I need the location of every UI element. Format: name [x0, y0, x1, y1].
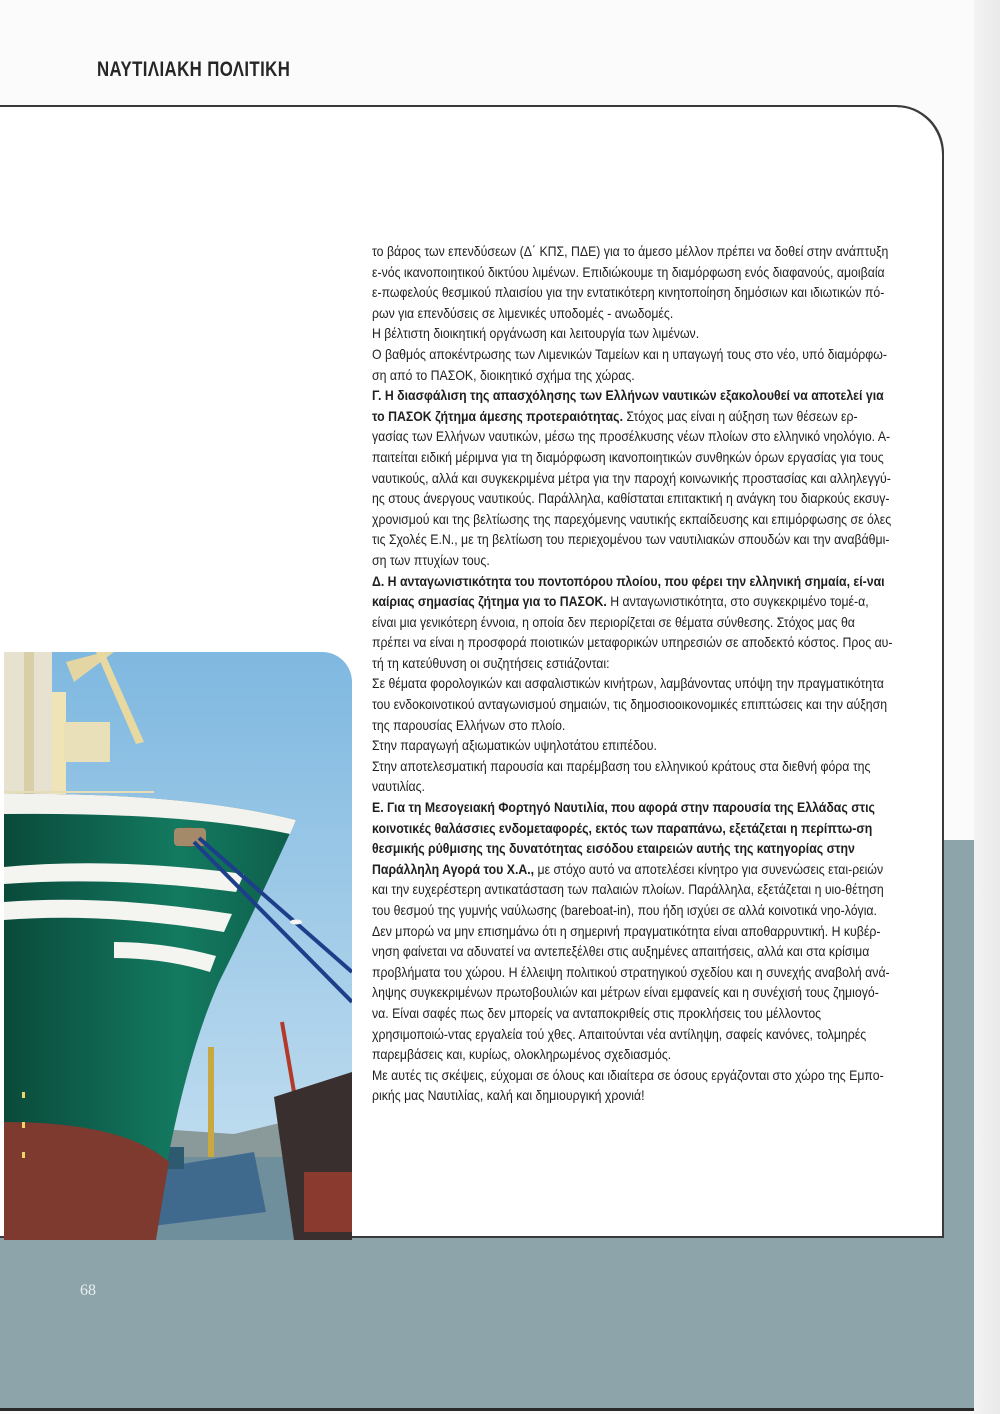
section-e-text: με στόχο αυτό να αποτελέσει κίνητρο για συνενώσεις εται-ρειών και την ευχερέστερη αντικατάσταση των παλαιών πλοίων. Παράλληλα, εξετάζεται η υιο-θέτηση του θεσμού της γυμνής ναύλωσης (bareboat-in), που ήδη ισχύει σε αλλά κοινοτικά νηο-λόγια. — [372, 861, 884, 918]
section-d-heading: Δ. Η ανταγωνιστικότητα του ποντοπόρου πλοίου, που φέρει την ελληνική σημαία, εί-ναι καίριας σημασίας ζήτημα για το ΠΑΣΟΚ. — [372, 573, 885, 610]
article-body — [372, 242, 893, 1107]
section-g-heading: Γ. Η διασφάλιση της απασχόλησης των Ελλήνων ναυτικών εξακολουθεί να αποτελεί για το ΠΑΣΟΚ ζήτημα άμεσης προτεραιότητας. — [372, 388, 884, 424]
list-item: Στην παραγωγή αξιωματικών υψηλοτάτου επιπέδου. — [372, 738, 657, 754]
panel-rounded-corner — [894, 105, 944, 155]
section-title: ΝΑΥΤΙΛΙΑΚΗ ΠΟΛΙΤΙΚΗ — [97, 58, 291, 81]
section-d — [372, 572, 893, 675]
paragraph: Με αυτές τις σκέψεις, εύχομαι σε όλους και ιδιαίτερα σε όσους εργάζονται στο χώρο της Εμπο-ρικής μας Ναυτιλίας, καλή και δημιουργική χρονιά! — [372, 1067, 884, 1104]
paragraph: Η βέλτιστη διοικητική οργάνωση και λειτουργία των λιμένων. — [372, 326, 700, 342]
paragraph: το βάρος των επενδύσεων (Δ΄ ΚΠΣ, ΠΔΕ) για το άμεσο μέλλον πρέπει να δοθεί στην ανάπτυξη ε-νός ικανοποιητικού δικτύου λιμένων. Επιδιώκουμε τη διαμόρφωση ενός διαφανούς, αμοιβαία ε-πωφελούς θεσμικού πλαισίου για την εντατικότερη κινητοποίηση δημόσιων και ιδιωτικών πό-ρων για επενδύσεις σε λιμενικές υποδομές - ανωδομές. — [372, 244, 889, 321]
section-g-text: Στόχος μας είναι η αύξηση των θέσεων ερ-γασίας των Ελλήνων ναυτικών, μέσω της προσέλκυσης νέων πλοίων στο ελληνικό νηολόγιο. Α-παιτείται ειδική μέριμνα για τη διαμόρφωση ικανοποιητικών συνθηκών όρων εργασίας για τους ναυτικούς, αλλά και συγκεκριμένα μέτρα για την παροχή κοινωνικής προστασίας και αλληλεγγύ-ης στους άνεργους ναυτικούς. Παράλληλα, καθίσταται επιτακτική η ανάγκη του διαρκούς εκσυγ-χρονισμού και της βελτίωσης της παρεχόμενης ναυτικής εκπαίδευσης και επιμόρφωσης σε όλες τις Σχολές Ε.Ν., με τη βελτίωση του περιεχομένου των ναυτιλιακών σπουδών και την αναβάθμι-ση των πτυχίων τους. — [372, 408, 892, 568]
bottom-rule — [0, 1408, 974, 1411]
list-item: Στην αποτελεσματική παρουσία και παρέμβαση του ελληνικού κράτους στα διεθνή φόρα της ναυτιλίας. — [372, 758, 871, 795]
paragraph: Δεν μπορώ να μην επισημάνω ότι η σημερινή πραγματικότητα είναι αποθαρρυντική. Η κυβέρ-νηση φαίνεται να αδυνατεί να αντεπεξέλθει στις αυξημένες απαιτήσεις, αλλά και στα κρίσιμα προβλήματα του χώρου. Η έλλειψη πολιτικού στρατηγικού σχεδίου και η συνεχής αναβολή ανά-ληψης συγκεκριμένων πρωτοβουλιών και μέτρων είναι εμφανείς και η συνέχισή τους ζημιογό-να. Είναι σαφές πως δεν μπορείς να ανταποκριθείς στις προκλήσεις του μέλλοντος χρησιμοποιώ-ντας εργαλεία τού χθες. Απαιτούνται νέα αντίληψη, σαφείς κανόνες, τολμηρές παρεμβάσεις και, κυρίως, ολοκληρωμένος σχεδιασμός. — [372, 923, 890, 1063]
section-g — [372, 386, 893, 571]
section-e-heading: Ε. Για τη Μεσογειακή Φορτηγό Ναυτιλία, που αφορά στην παρουσία της Ελλάδας στις κοινοτικές θαλάσσιες ενδομεταφορές, εκτός των παραπάνω, εξετάζεται η περίπτω-ση θεσμικής ρύθμισης της δυνατότητας εισόδου εταιρειών αυτής της κατηγορίας στην Παράλληλη Αγορά του Χ.Α., — [372, 800, 875, 877]
section-e — [372, 798, 893, 922]
list-item: Σε θέματα φορολογικών και ασφαλιστικών κινήτρων, λαμβάνοντας υπόψη την πραγματικότητα του ενδοκοινοτικού ανταγωνισμού σημαιών, τις δημοσιοοικονομικές επιπτώσεις και την αύξηση της παρουσίας Ελλήνων στο πλοίο. — [372, 676, 888, 733]
section-d-text: Η ανταγωνιστικότητα, στο συγκεκριμένο τομέ-α, είναι μια γενικότερη έννοια, η οποία δεν περιορίζεται σε θέματα σύνθεσης. Στόχος μας θα πρέπει να είναι η προσφορά ποιοτικών μεταφορικών υπηρεσιών σε αποδεκτό κόστος. Προς αυ-τή τη κατεύθυνση οι συζητήσεις εστιάζονται: — [372, 594, 893, 671]
scan-edge — [974, 0, 1000, 1414]
paragraph: Ο βαθμός αποκέντρωσης των Λιμενικών Ταμείων και η υπαγωγή τους στο νέο, υπό διαμόρφω-ση από το ΠΑΣΟΚ, διοικητικό σχήμα της χώρας. — [372, 346, 887, 383]
ship-photo — [4, 652, 352, 1240]
page-number: 68 — [80, 1282, 96, 1299]
